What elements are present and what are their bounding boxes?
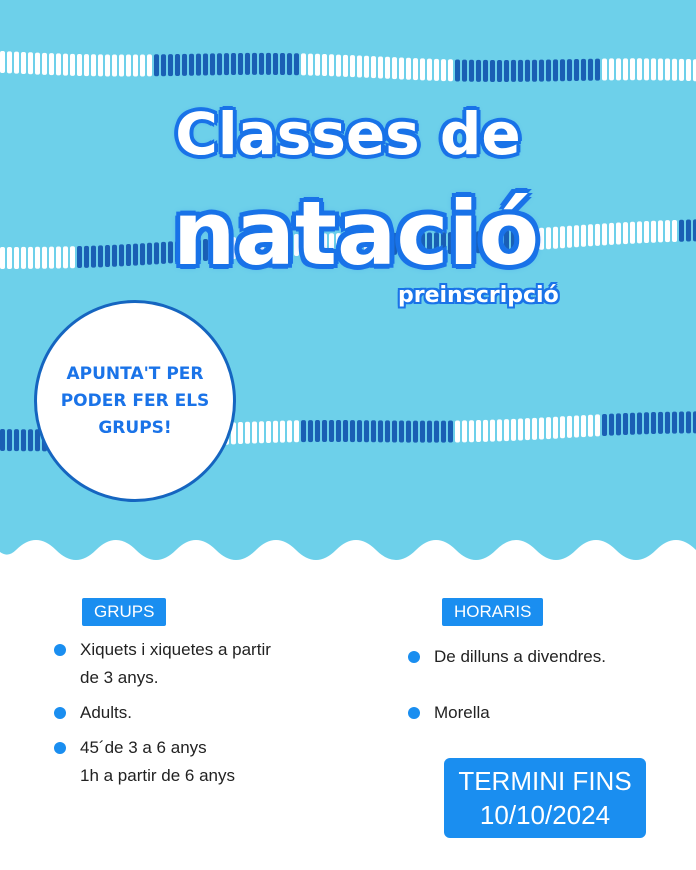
lane-rope-float <box>238 53 243 75</box>
lane-rope-float <box>280 421 285 443</box>
lane-rope-float <box>413 58 418 80</box>
lane-rope-float <box>560 59 565 81</box>
grups-item-2: Adults. <box>80 703 132 722</box>
lane-rope-float <box>168 54 173 76</box>
lane-rope-float <box>665 412 670 434</box>
lane-rope-float <box>231 53 236 75</box>
lane-rope-float <box>350 55 355 77</box>
lane-rope-float <box>399 57 404 79</box>
bullet-icon <box>408 651 420 663</box>
lane-rope-float <box>217 53 222 75</box>
lane-rope-float <box>287 420 292 442</box>
lane-rope-float <box>182 54 187 76</box>
grups-item-3 <box>80 734 235 790</box>
lane-rope-float <box>567 416 572 438</box>
subtitle: preinscripció <box>398 283 559 308</box>
lane-rope-float <box>336 420 341 442</box>
lane-rope-float <box>322 54 327 76</box>
lane-rope-float <box>469 420 474 442</box>
horaris-item-2: Morella <box>434 703 490 722</box>
lane-rope-float <box>637 58 642 80</box>
lane-rope-float <box>147 54 152 76</box>
title-line-2: natació <box>172 182 540 285</box>
lane-rope-float <box>294 420 299 442</box>
grups-item-1-line-2: de 3 anys. <box>80 668 159 687</box>
bullet-icon <box>54 644 66 656</box>
lane-rope-float <box>630 58 635 80</box>
lane-rope-float <box>581 59 586 81</box>
lane-rope-float <box>511 419 516 441</box>
lane-rope-float <box>469 60 474 82</box>
lane-rope-float <box>343 55 348 77</box>
lane-rope-float <box>504 60 509 82</box>
lane-rope-float <box>602 59 607 81</box>
lane-rope-float <box>161 54 166 76</box>
lane-rope-float <box>77 54 82 76</box>
lane-rope-float <box>14 52 19 74</box>
lane-rope-float <box>28 52 33 74</box>
signup-text <box>50 361 220 442</box>
lane-rope-float <box>7 51 12 73</box>
lane-rope-float <box>546 417 551 439</box>
lane-rope-float <box>609 58 614 80</box>
lane-rope-float <box>210 53 215 75</box>
lane-rope-float <box>28 429 33 451</box>
lane-rope-float <box>91 54 96 76</box>
lane-rope-float <box>427 421 432 443</box>
lane-rope-float <box>546 59 551 81</box>
lane-rope-float <box>364 56 369 78</box>
lane-rope-float <box>378 56 383 78</box>
lane-rope-float <box>644 412 649 434</box>
lane-rope-float <box>350 420 355 442</box>
lane-rope-float <box>518 419 523 441</box>
title-line-1: Classes de <box>175 100 521 168</box>
lane-rope-float <box>623 58 628 80</box>
lane-rope-float <box>595 414 600 436</box>
lane-rope-float <box>518 60 523 82</box>
lane-rope-float <box>154 54 159 76</box>
signup-text-line-2: PODER FER ELS <box>60 390 210 411</box>
deadline-line-2: 10/10/2024 <box>479 800 611 830</box>
lane-rope-float <box>42 53 47 75</box>
lane-rope-float <box>266 53 271 75</box>
lane-rope-float <box>665 59 670 81</box>
deadline-box <box>444 758 646 838</box>
lane-rope-float <box>588 59 593 81</box>
lane-rope-float <box>483 60 488 82</box>
lane-rope-float <box>651 412 656 434</box>
lane-rope-float <box>644 58 649 80</box>
bullet-icon <box>54 707 66 719</box>
lane-rope-float <box>560 416 565 438</box>
lane-rope-float <box>280 53 285 75</box>
lane-rope-float <box>21 52 26 74</box>
lane-rope-float <box>406 421 411 443</box>
lane-rope-float <box>588 415 593 437</box>
lane-rope-float <box>434 421 439 443</box>
lane-rope-float <box>539 60 544 82</box>
grups-item-1 <box>80 636 271 692</box>
signup-text-line-3: GRUPS! <box>98 417 172 438</box>
lane-rope-float <box>84 54 89 76</box>
bullet-icon <box>408 707 420 719</box>
grups-label: GRUPS <box>82 598 166 626</box>
lane-rope-float <box>378 420 383 442</box>
lane-rope-float <box>658 412 663 434</box>
lane-rope-float <box>616 58 621 80</box>
lane-rope-float <box>455 420 460 442</box>
lane-rope-float <box>385 420 390 442</box>
lane-rope-float <box>315 420 320 442</box>
lane-rope-float <box>434 59 439 81</box>
lane-rope-float <box>504 419 509 441</box>
grups-item-3-line-1: 45´de 3 a 6 anys <box>80 738 207 757</box>
lane-rope-float <box>343 420 348 442</box>
lane-rope-float <box>112 55 117 77</box>
lane-rope-float <box>420 421 425 443</box>
lane-rope-float <box>315 54 320 76</box>
lane-rope-float <box>308 54 313 76</box>
lane-rope-float <box>70 54 75 76</box>
horaris-item-1: De dilluns a divendres. <box>434 647 606 666</box>
lane-rope-float <box>609 414 614 436</box>
lane-rope-float <box>651 58 656 80</box>
lane-rope-float <box>105 54 110 76</box>
lane-rope-float <box>133 55 138 77</box>
lane-rope-float <box>595 59 600 81</box>
lane-rope-float <box>581 415 586 437</box>
lane-rope-float <box>287 53 292 75</box>
lane-rope-float <box>658 58 663 80</box>
lane-rope-float <box>301 420 306 442</box>
lane-rope-float <box>525 418 530 440</box>
lane-rope-float <box>259 421 264 443</box>
lane-rope-float <box>497 419 502 441</box>
lane-rope-float <box>511 60 516 82</box>
lane-rope-float <box>301 53 306 75</box>
lane-rope-float <box>637 412 642 434</box>
lane-rope-float <box>574 416 579 438</box>
lane-rope-float <box>252 421 257 443</box>
lane-rope-float <box>357 420 362 442</box>
lane-rope-float <box>63 54 68 76</box>
lane-rope-float <box>196 54 201 76</box>
bullet-icon <box>54 742 66 754</box>
lane-rope-float <box>371 56 376 78</box>
lane-rope-float <box>483 420 488 442</box>
lane-rope-float <box>679 59 684 81</box>
lane-rope-float <box>448 59 453 81</box>
lane-rope-float <box>126 55 131 77</box>
lane-rope-float <box>357 55 362 77</box>
lane-rope-float <box>686 59 691 81</box>
lane-rope-float <box>0 247 5 269</box>
signup-circle <box>34 300 236 502</box>
lane-rope-float <box>245 53 250 75</box>
lane-rope-float <box>273 53 278 75</box>
lane-rope-float <box>329 54 334 76</box>
lane-rope-float <box>294 53 299 75</box>
lane-rope-float <box>140 54 145 76</box>
lane-rope-float <box>119 55 124 77</box>
lane-rope-float <box>259 53 264 75</box>
lane-rope-float <box>686 411 691 433</box>
lane-rope-float <box>14 429 19 451</box>
grups-item-1-line-1: Xiquets i xiquetes a partir <box>80 640 271 659</box>
lane-rope-float <box>532 60 537 82</box>
lane-rope-float <box>392 420 397 442</box>
lane-rope-float <box>672 59 677 81</box>
lane-rope-float <box>273 421 278 443</box>
lane-rope-float <box>462 420 467 442</box>
lane-rope-float <box>252 53 257 75</box>
lane-rope-float <box>322 420 327 442</box>
lane-rope-float <box>371 420 376 442</box>
lane-rope-float <box>203 53 208 75</box>
lane-rope-float <box>336 55 341 77</box>
lane-rope-float <box>245 422 250 444</box>
lane-rope-float <box>476 420 481 442</box>
lane-rope-float <box>364 420 369 442</box>
lane-rope-float <box>525 60 530 82</box>
lane-rope-float <box>224 53 229 75</box>
lane-rope-float <box>385 57 390 79</box>
lane-rope-float <box>476 60 481 82</box>
lane-rope-float <box>266 421 271 443</box>
horaris-label: HORARIS <box>442 598 543 626</box>
lane-rope-float <box>406 58 411 80</box>
lane-rope-float <box>308 420 313 442</box>
lane-rope-float <box>56 53 61 75</box>
lane-rope-float <box>175 54 180 76</box>
lane-rope-float <box>329 420 334 442</box>
lane-rope-float <box>567 59 572 81</box>
deadline-line-1: TERMINI FINS <box>458 766 632 796</box>
lane-rope-float <box>0 51 5 73</box>
lane-rope-float <box>189 54 194 76</box>
lane-rope-float <box>497 60 502 82</box>
lane-rope-float <box>399 421 404 443</box>
lane-rope-float <box>490 420 495 442</box>
lane-rope-float <box>427 59 432 81</box>
lane-rope-float <box>448 421 453 443</box>
grups-item-3-line-2: 1h a partir de 6 anys <box>80 766 235 785</box>
lane-rope-float <box>553 59 558 81</box>
lane-rope-float <box>21 429 26 451</box>
signup-text-line-1: APUNTA'T PER <box>66 363 204 384</box>
lane-rope-float <box>553 417 558 439</box>
lane-rope-float <box>413 421 418 443</box>
lane-rope-float <box>238 422 243 444</box>
lane-rope-float <box>672 412 677 434</box>
lane-rope-float <box>392 57 397 79</box>
lane-rope-float <box>623 413 628 435</box>
lane-rope-float <box>630 413 635 435</box>
lane-rope-float <box>616 413 621 435</box>
lane-rope-float <box>455 59 460 81</box>
lane-rope-float <box>539 417 544 439</box>
lane-rope-float <box>441 421 446 443</box>
lane-rope-float <box>49 53 54 75</box>
lane-rope-float <box>420 58 425 80</box>
lane-rope-float <box>462 60 467 82</box>
lane-rope-float <box>574 59 579 81</box>
lane-rope-float <box>602 414 607 436</box>
lane-rope-float <box>532 418 537 440</box>
lane-rope-float <box>0 429 5 451</box>
lane-rope-float <box>441 59 446 81</box>
lane-rope-float <box>490 60 495 82</box>
lane-rope-float <box>35 53 40 75</box>
lane-rope-float <box>98 54 103 76</box>
lane-rope-float <box>679 411 684 433</box>
lane-rope-float <box>7 429 12 451</box>
